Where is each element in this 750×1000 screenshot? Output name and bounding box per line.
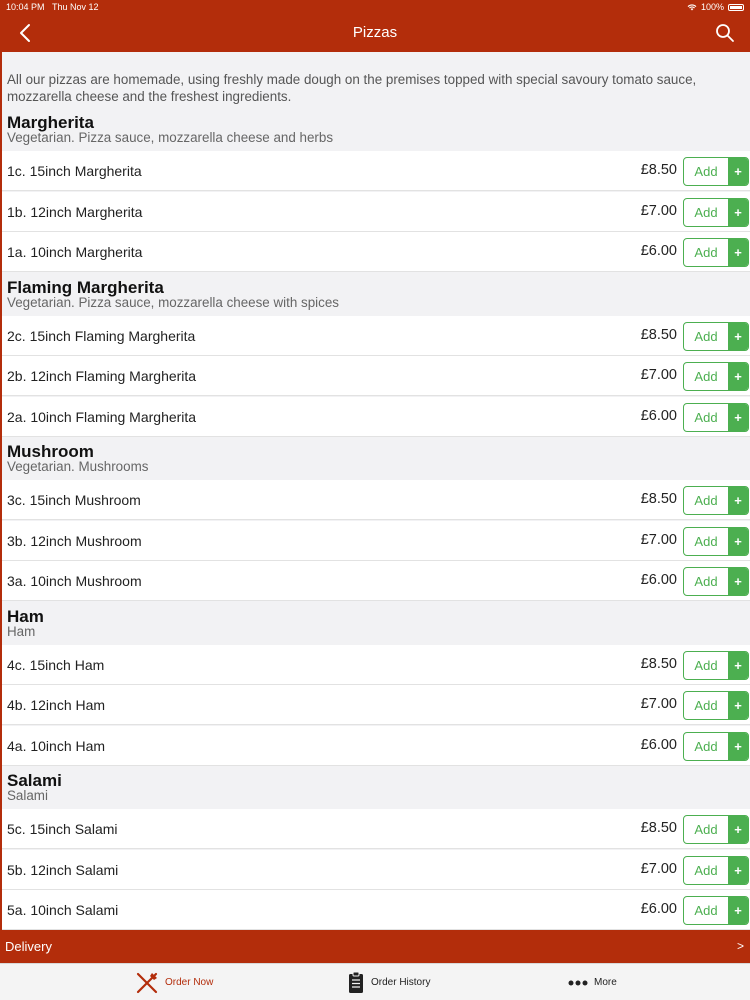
- plus-icon[interactable]: +: [728, 404, 748, 431]
- search-icon[interactable]: [714, 22, 736, 44]
- add-button[interactable]: [683, 157, 749, 186]
- delivery-bar[interactable]: [0, 930, 750, 963]
- add-label: Add: [694, 657, 718, 673]
- item-price: £8.50: [640, 820, 677, 836]
- tab-more[interactable]: [568, 964, 617, 1000]
- group-description: Vegetarian. Pizza sauce, mozzarella cheese and herbs: [7, 130, 334, 145]
- menu-item-row[interactable]: [2, 850, 750, 890]
- item-price: £7.00: [640, 531, 677, 548]
- item-price: £7.00: [640, 367, 677, 384]
- add-label: Add: [694, 574, 718, 590]
- plus-icon[interactable]: +: [728, 363, 748, 390]
- group-description: Vegetarian. Mushrooms: [7, 459, 149, 474]
- menu-item-row[interactable]: [2, 890, 750, 930]
- add-button[interactable]: [683, 362, 749, 391]
- item-name: 3b. 12inch Mushroom: [7, 532, 142, 549]
- item-price: £6.00: [640, 572, 677, 589]
- item-price: £7.00: [640, 202, 677, 219]
- item-name: 2a. 10inch Flaming Margherita: [7, 408, 197, 425]
- add-label: Add: [694, 245, 718, 261]
- group-title: Margherita: [7, 113, 94, 132]
- item-name: 5b. 12inch Salami: [7, 861, 119, 878]
- item-price: £6.00: [640, 736, 677, 753]
- menu-item-row[interactable]: [2, 232, 750, 272]
- plus-icon[interactable]: +: [728, 733, 748, 760]
- plus-icon[interactable]: +: [728, 816, 748, 843]
- tab-label: Order History: [371, 977, 431, 988]
- menu-item-row[interactable]: [2, 645, 750, 685]
- plus-icon[interactable]: +: [728, 692, 748, 719]
- item-name: 3a. 10inch Mushroom: [7, 573, 142, 590]
- item-price: £6.00: [640, 407, 677, 424]
- group-description: Ham: [7, 623, 36, 639]
- group-title: Salami: [7, 771, 62, 790]
- status-right: [687, 2, 744, 12]
- add-button[interactable]: [683, 198, 749, 227]
- item-name: 5c. 15inch Salami: [7, 821, 118, 837]
- battery-icon: [728, 4, 744, 11]
- item-price: £8.50: [640, 162, 677, 178]
- add-button[interactable]: [683, 856, 749, 885]
- add-label: Add: [694, 533, 718, 549]
- group-description: Vegetarian. Pizza sauce, mozzarella cheese with spices: [7, 294, 339, 310]
- add-label: Add: [694, 493, 718, 508]
- add-button[interactable]: [683, 691, 749, 720]
- group-title: Ham: [7, 606, 44, 626]
- nav-bar: [0, 14, 750, 52]
- delivery-label: Delivery: [5, 939, 52, 954]
- add-label: Add: [694, 738, 718, 754]
- status-time: 10:04 PM: [6, 2, 45, 12]
- item-name: 5a. 10inch Salami: [7, 902, 119, 919]
- menu-item-row[interactable]: [2, 726, 750, 766]
- wifi-icon: [687, 3, 697, 11]
- add-button[interactable]: [683, 732, 749, 761]
- add-label: Add: [694, 862, 718, 878]
- chevron-right-icon: >: [736, 939, 744, 953]
- add-button[interactable]: [683, 238, 749, 267]
- add-label: Add: [694, 369, 718, 385]
- add-button[interactable]: [683, 486, 749, 515]
- add-button[interactable]: [683, 567, 749, 596]
- menu-item-row[interactable]: [2, 809, 750, 849]
- item-price: £7.00: [640, 696, 677, 713]
- item-price: £6.00: [640, 243, 677, 260]
- add-label: Add: [694, 164, 718, 179]
- add-label: Add: [694, 409, 718, 425]
- add-button[interactable]: [683, 896, 749, 925]
- item-name: 1c. 15inch Margherita: [7, 163, 142, 179]
- plus-icon[interactable]: +: [728, 323, 748, 350]
- battery-percent: 100%: [700, 2, 724, 12]
- item-name: 4b. 12inch Ham: [7, 697, 106, 714]
- tab-label: More: [594, 977, 617, 988]
- fork-knife-icon: [135, 971, 159, 995]
- menu-item-row[interactable]: [2, 685, 750, 725]
- plus-icon[interactable]: +: [728, 487, 748, 514]
- add-button[interactable]: [683, 651, 749, 680]
- plus-icon[interactable]: +: [728, 857, 748, 884]
- group-title: Flaming Margherita: [7, 277, 164, 297]
- item-price: £8.50: [640, 491, 677, 507]
- menu-item-row[interactable]: [2, 397, 750, 437]
- item-price: £7.00: [640, 860, 677, 877]
- menu-item-row[interactable]: [2, 480, 750, 520]
- tab-label: Order Now: [165, 977, 214, 988]
- status-date: Thu Nov 12: [52, 2, 99, 12]
- group-title: Mushroom: [7, 442, 94, 461]
- add-button[interactable]: [683, 527, 749, 556]
- tab-order-now[interactable]: [135, 964, 213, 1000]
- more-dots-icon: [568, 979, 588, 987]
- plus-icon[interactable]: +: [728, 239, 748, 266]
- item-price: £8.50: [640, 326, 677, 343]
- status-bar: [0, 0, 750, 14]
- menu-item-row[interactable]: [2, 151, 750, 191]
- add-label: Add: [694, 328, 718, 344]
- category-intro: All our pizzas are homemade, using freshly made dough on the premises topped with special savoury tomato sauce, mozzarella cheese and the freshest ingredients.: [7, 72, 697, 104]
- add-button[interactable]: [683, 815, 749, 844]
- item-name: 4a. 10inch Ham: [7, 737, 106, 754]
- add-button[interactable]: [683, 322, 749, 351]
- group-description: Salami: [7, 788, 48, 803]
- item-name: 2c. 15inch Flaming Margherita: [7, 327, 196, 344]
- tab-order-history[interactable]: [347, 964, 430, 1000]
- add-label: Add: [694, 903, 718, 919]
- plus-icon[interactable]: +: [728, 897, 748, 924]
- item-name: 4c. 15inch Ham: [7, 656, 105, 673]
- tab-bar: [0, 963, 750, 1000]
- add-label: Add: [694, 204, 718, 220]
- plus-icon[interactable]: +: [728, 528, 748, 555]
- page-title: Pizzas: [352, 24, 398, 41]
- add-label: Add: [694, 822, 718, 837]
- menu-item-row[interactable]: [2, 356, 750, 396]
- item-price: £6.00: [640, 901, 677, 918]
- add-button[interactable]: [683, 403, 749, 432]
- item-name: 2b. 12inch Flaming Margherita: [7, 368, 197, 385]
- add-label: Add: [694, 698, 718, 714]
- item-price: £8.50: [640, 655, 677, 672]
- item-name: 1b. 12inch Margherita: [7, 203, 143, 220]
- plus-icon[interactable]: +: [728, 199, 748, 226]
- plus-icon[interactable]: +: [728, 652, 748, 679]
- item-name: 3c. 15inch Mushroom: [7, 492, 141, 508]
- menu-item-row[interactable]: [2, 316, 750, 356]
- item-name: 1a. 10inch Margherita: [7, 244, 143, 261]
- menu-item-row[interactable]: [2, 561, 750, 601]
- menu-item-row[interactable]: [2, 192, 750, 232]
- plus-icon[interactable]: +: [728, 568, 748, 595]
- clipboard-icon: [347, 971, 365, 995]
- plus-icon[interactable]: +: [728, 158, 748, 185]
- menu-item-row[interactable]: [2, 521, 750, 561]
- menu-content[interactable]: [0, 52, 750, 930]
